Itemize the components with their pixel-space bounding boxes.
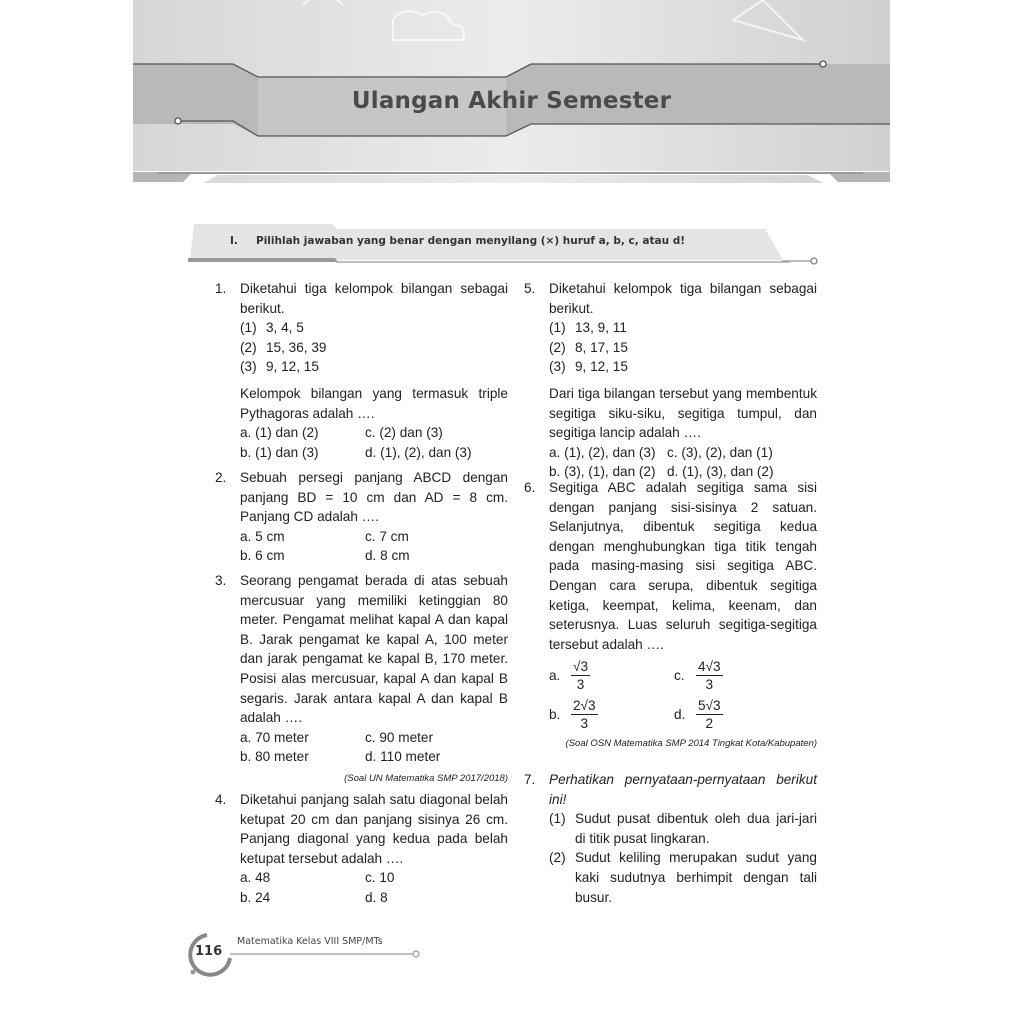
item-text: 15, 36, 39 [266, 339, 327, 355]
fraction [696, 697, 723, 732]
question-3 [215, 571, 510, 789]
answer-option[interactable]: b. 24 [240, 889, 271, 905]
option-label: b. [549, 707, 561, 723]
answer-option[interactable]: c. (3), (2), dan (1) [667, 444, 773, 460]
item-label: (1) [549, 320, 566, 336]
instruction-text: Pilihlah jawaban yang benar dengan menyilang (×) huruf a, b, c, atau d! [256, 235, 686, 247]
answer-option[interactable]: d. (1), (3), dan (2) [667, 464, 774, 480]
answer-option[interactable]: a. 5 cm [240, 528, 285, 544]
page-title: Ulangan Akhir Semester [351, 88, 672, 114]
question-body [240, 571, 508, 789]
fraction-numerator: √3 [573, 659, 589, 675]
statement-item [549, 848, 817, 907]
answer-option[interactable]: b. (1) dan (3) [240, 444, 319, 460]
question-number: 7. [524, 772, 536, 787]
statement-item [549, 318, 817, 338]
answer-option[interactable]: b. (3), (1), dan (2) [549, 464, 656, 480]
question-prompt: Dari tiga bilangan tersebut yang membentuk segitiga siku-siku, segitiga tumpul, dan segitiga lancip adalah …. [549, 385, 817, 441]
answer-options [549, 443, 817, 482]
question-body [549, 770, 817, 907]
answer-option[interactable]: a. (1) dan (2) [240, 425, 319, 441]
fraction-denominator: 3 [580, 716, 589, 732]
item-label: (3) [240, 359, 257, 375]
question-number: 5. [524, 281, 536, 296]
statement-item [240, 318, 508, 338]
question-number: 6. [524, 480, 536, 495]
answer-options [240, 868, 508, 907]
item-text: 13, 9, 11 [575, 320, 627, 336]
answer-option[interactable]: d. 110 meter [365, 749, 441, 765]
option-label: a. [549, 668, 561, 684]
fraction [571, 658, 590, 693]
fraction-denominator: 2 [705, 716, 714, 732]
fraction [571, 697, 598, 732]
question-number: 4. [215, 792, 227, 807]
item-label: (2) [549, 850, 566, 866]
item-text: Sudut keliling merupakan sudut yang kaki sudutnya berhimpit dengan tali busur. [575, 850, 817, 905]
question-prompt: Kelompok bilangan yang termasuk triple Pythagoras adalah …. [240, 385, 508, 421]
answer-option[interactable]: c. 7 cm [365, 528, 409, 544]
item-text: 3, 4, 5 [266, 320, 304, 336]
item-text: Sudut pusat dibentuk oleh dua jari-jari di titik pusat lingkaran. [575, 811, 817, 846]
answer-options [240, 423, 508, 462]
question-stem: Diketahui tiga kelompok bilangan sebagai berikut. [240, 281, 508, 316]
item-label: (3) [549, 359, 566, 375]
question-stem: Diketahui kelompok tiga bilangan sebagai berikut. [549, 281, 817, 316]
question-7 [524, 770, 819, 907]
answer-option[interactable]: a. 70 meter [240, 729, 309, 745]
item-label: (2) [549, 339, 566, 355]
answer-option[interactable]: a. 48 [240, 870, 271, 886]
statement-item [240, 357, 508, 377]
answer-option[interactable] [549, 697, 674, 732]
fraction-denominator: 3 [705, 677, 714, 693]
question-number: 1. [215, 281, 227, 296]
section-instruction [230, 235, 685, 247]
fraction-numerator: 2√3 [573, 698, 596, 714]
answer-option[interactable]: d. (1), (2), dan (3) [365, 444, 472, 460]
answer-option[interactable]: c. 90 meter [365, 729, 433, 745]
question-source: (Soal OSN Matematika SMP 2014 Tingkat Kota/Kabupaten) [565, 738, 817, 750]
statement-item [549, 338, 817, 358]
item-text: 9, 12, 15 [266, 359, 319, 375]
question-body [549, 478, 817, 754]
item-label: (1) [549, 811, 566, 827]
answer-option[interactable]: c. 10 [365, 870, 395, 886]
answer-option[interactable]: d. 8 [365, 889, 388, 905]
question-stem: Segitiga ABC adalah segitiga sama sisi dengan panjang sisi-sisinya 2 satuan. Selanjutnya, dibentuk segitiga kedua dengan menghubungkan tiga titik tengah pada masing-masing sisi segitiga ABC. Dengan cara serupa, dibentuk segitiga ketiga, keempat, kelima, keenam, dan seterusnya. Luas seluruh segitiga-segitiga tersebut adalah …. [549, 480, 817, 652]
question-5 [524, 279, 819, 482]
fraction [696, 658, 723, 693]
question-1 [215, 279, 510, 462]
answer-option[interactable]: b. 6 cm [240, 548, 285, 564]
answer-option[interactable] [674, 697, 817, 732]
answer-options [240, 527, 508, 566]
question-number: 2. [215, 470, 227, 485]
fraction-numerator: 4√3 [698, 659, 721, 675]
statement-item [240, 338, 508, 358]
question-source: (Soal UN Matematika SMP 2017/2018) [344, 772, 508, 784]
question-body [240, 279, 508, 462]
fraction-numerator: 5√3 [698, 698, 721, 714]
item-label: (1) [240, 320, 257, 336]
fraction-denominator: 3 [576, 677, 585, 693]
book-title: Matematika Kelas VIII SMP/MTs [237, 936, 383, 947]
question-4 [215, 790, 510, 908]
item-text: 8, 17, 15 [575, 339, 628, 355]
question-body [240, 468, 508, 566]
question-body [240, 790, 508, 908]
answer-options [549, 658, 817, 732]
section-number: I. [230, 235, 238, 247]
answer-option[interactable]: a. (1), (2), dan (3) [549, 444, 656, 460]
question-body [549, 279, 817, 482]
answer-option[interactable]: d. 8 cm [365, 548, 410, 564]
question-stem: Diketahui panjang salah satu diagonal belah ketupat 20 cm dan panjang sisinya 26 cm. Panjang diagonal yang kedua pada belah ketupat tersebut adalah …. [240, 792, 508, 866]
statement-item [549, 809, 817, 848]
answer-option[interactable]: b. 80 meter [240, 749, 309, 765]
question-6 [524, 478, 819, 754]
option-label: d. [674, 707, 686, 723]
question-stem: Seorang pengamat berada di atas sebuah mercusuar yang memiliki ketinggian 80 meter. Pengamat melihat kapal A dan kapal B. Jarak pengamat ke kapal A, 100 meter dan jarak pengamat ke kapal B, 170 meter. Posisi alas mercusuar, kapal A dan kapal B segaris. Jarak antara kapal A dan kapal B adalah …. [240, 573, 508, 726]
answer-options [240, 728, 508, 767]
statement-item [549, 357, 817, 377]
question-stem: Perhatikan pernyataan-pernyataan berikut ini! [549, 772, 817, 807]
question-stem: Sebuah persegi panjang ABCD dengan panjang BD = 10 cm dan AD = 8 cm. Panjang CD adalah …. [240, 470, 508, 525]
answer-option[interactable] [674, 658, 817, 693]
page-number: 116 [195, 944, 223, 959]
answer-option[interactable] [549, 658, 674, 693]
question-2 [215, 468, 510, 566]
item-label: (2) [240, 339, 257, 355]
answer-option[interactable]: c. (2) dan (3) [365, 425, 443, 441]
question-number: 3. [215, 573, 227, 588]
option-label: c. [674, 668, 685, 684]
item-text: 9, 12, 15 [575, 359, 628, 375]
